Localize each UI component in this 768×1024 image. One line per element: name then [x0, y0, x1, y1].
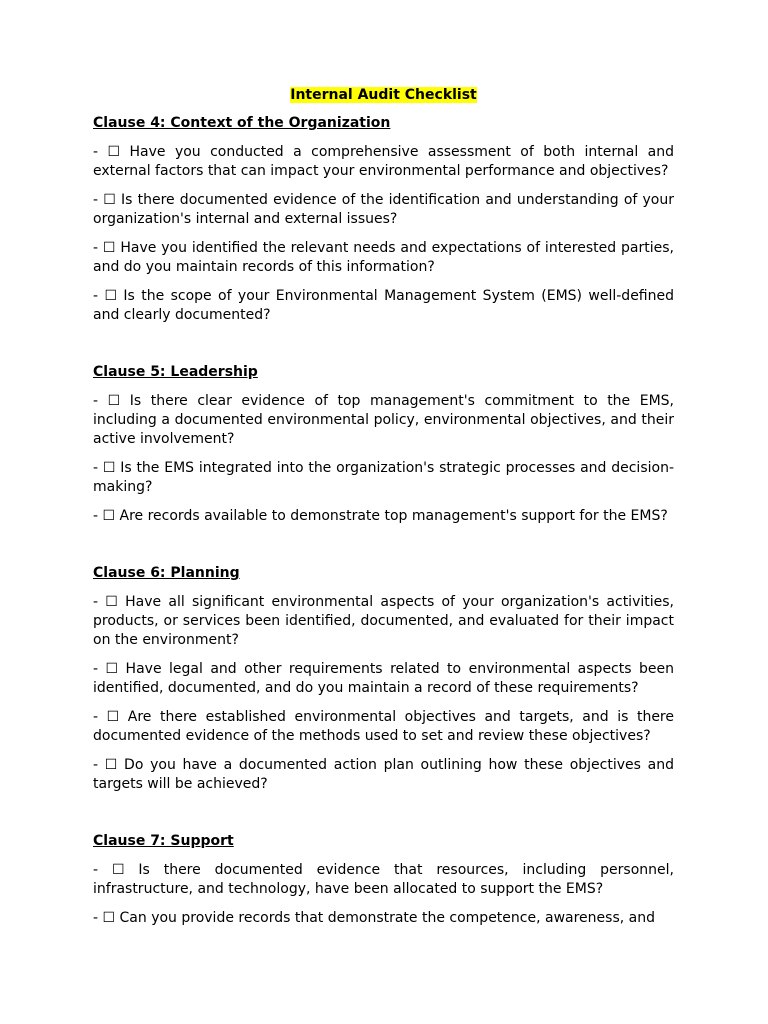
checklist-item	[93, 143, 674, 181]
checklist-item	[93, 861, 674, 899]
checkbox-icon[interactable]: - ☐	[93, 757, 125, 773]
checklist-item	[93, 191, 674, 229]
checklist-item-text: Do you have a documented action plan outlining how these objectives and targets will be achieved?	[93, 757, 674, 792]
document-title	[93, 86, 674, 105]
checkbox-icon[interactable]: - ☐	[93, 192, 121, 208]
clause-heading: Clause 6: Planning	[93, 565, 240, 581]
checkbox-icon[interactable]: - ☐	[93, 460, 121, 476]
checklist-item-text: Is there clear evidence of top management's commitment to the EMS, including a documented environmental policy, environmental objectives, and their active involvement?	[93, 393, 674, 447]
document-title-text: Internal Audit Checklist	[290, 87, 477, 103]
checkbox-icon[interactable]: - ☐	[93, 393, 130, 409]
checklist-item	[93, 459, 674, 497]
checklist-item-text: Have you identified the relevant needs and expectations of interested parties, and do you maintain records of this information?	[93, 240, 674, 275]
checkbox-icon[interactable]: - ☐	[93, 508, 120, 524]
checklist-item	[93, 909, 674, 928]
checklist-item-text: Are there established environmental objectives and targets, and is there documented evidence of the methods used to set and review these objectives?	[93, 709, 674, 744]
checkbox-icon[interactable]: - ☐	[93, 709, 128, 725]
checkbox-icon[interactable]: - ☐	[93, 661, 126, 677]
checkbox-icon[interactable]: - ☐	[93, 288, 124, 304]
clause-6-section	[93, 564, 674, 794]
section-spacer	[93, 536, 674, 564]
checklist-item	[93, 593, 674, 650]
checklist-item-text: Is there documented evidence that resources, including personnel, infrastructure, and technology, have been allocated to support the EMS?	[93, 862, 674, 897]
checklist-item-text: Are records available to demonstrate top management's support for the EMS?	[119, 508, 668, 524]
clause-4-section	[93, 114, 674, 325]
checkbox-icon[interactable]: - ☐	[93, 144, 130, 160]
clause-5-section	[93, 363, 674, 526]
checklist-item	[93, 239, 674, 277]
checklist-item-text: Have legal and other requirements related to environmental aspects been identified, documented, and do you maintain a record of these requirements?	[93, 661, 674, 696]
checklist-item-text: Have you conducted a comprehensive assessment of both internal and external factors that can impact your environmental performance and objectives?	[93, 144, 674, 179]
clause-heading: Clause 4: Context of the Organization	[93, 115, 391, 131]
section-spacer	[93, 804, 674, 832]
checklist-item	[93, 507, 674, 526]
checklist-item-text: Is the EMS integrated into the organization's strategic processes and decision-making?	[93, 460, 674, 495]
clause-7-section	[93, 832, 674, 928]
checklist-item-text: Is there documented evidence of the identification and understanding of your organization's internal and external issues?	[93, 192, 674, 227]
checklist-item	[93, 392, 674, 449]
clause-heading: Clause 7: Support	[93, 833, 234, 849]
checklist-item-text: Is the scope of your Environmental Management System (EMS) well-defined and clearly documented?	[93, 288, 674, 323]
checkbox-icon[interactable]: - ☐	[93, 910, 120, 926]
checkbox-icon[interactable]: - ☐	[93, 594, 126, 610]
checklist-item	[93, 660, 674, 698]
checklist-item	[93, 756, 674, 794]
checklist-item-text: Can you provide records that demonstrate the competence, awareness, and	[119, 910, 655, 926]
checklist-item	[93, 708, 674, 746]
checklist-item	[93, 287, 674, 325]
document-page	[93, 86, 674, 1024]
clause-heading: Clause 5: Leadership	[93, 364, 258, 380]
checkbox-icon[interactable]: - ☐	[93, 240, 121, 256]
section-spacer	[93, 335, 674, 363]
checkbox-icon[interactable]: - ☐	[93, 862, 139, 878]
checklist-item-text: Have all significant environmental aspects of your organization's activities, products, or services been identified, documented, and evaluated for their impact on the environment?	[93, 594, 674, 648]
